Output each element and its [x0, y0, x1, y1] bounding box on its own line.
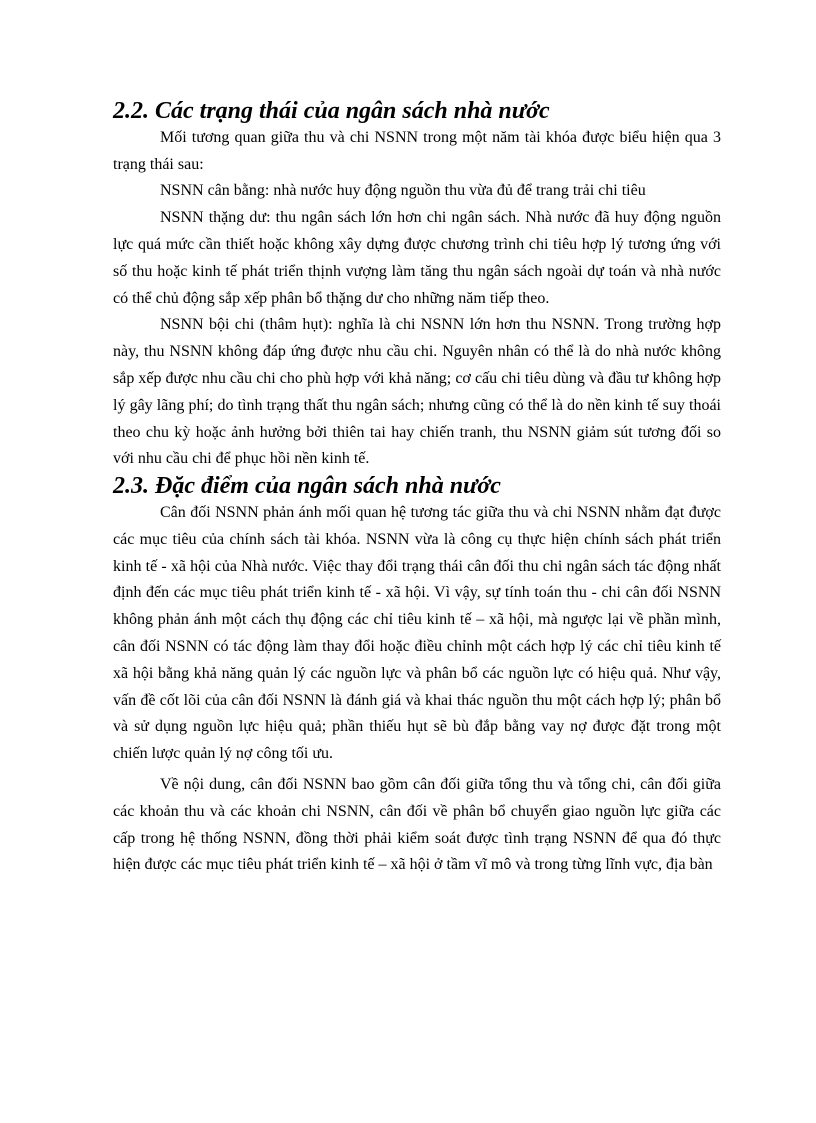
paragraph: NSNN thặng dư: thu ngân sách lớn hơn chi ngân sách. Nhà nước đã huy động nguồn lực quá mức cần thiết hoặc không xây dựng được chương trình chi tiêu hợp lý tương ứng với số thu hoặc kinh tế phát triển thịnh vượng làm tăng thu ngân sách ngoài dự toán và nhà nước có thể chủ động sắp xếp phân bổ thặng dư cho những năm tiếp theo. — [113, 209, 721, 307]
paragraph: Cân đối NSNN phản ánh mối quan hệ tương tác giữa thu và chi NSNN nhằm đạt được các mục tiêu của chính sách tài khóa. NSNN vừa là công cụ thực hiện chính sách phát triển kinh tế - xã hội của Nhà nước. Việc thay đổi trạng thái cân đối thu chi ngân sách tác động nhất định đến các mục tiêu phát triển kinh tế - xã hội. Vì vậy, sự tính toán thu - chi cân đối NSNN không phản ánh một cách thụ động các chỉ tiêu kinh tế – xã hội, mà ngược lại về phần mình, cân đối NSNN có tác động làm thay đổi hoặc điều chỉnh một cách hợp lý các chỉ tiêu kinh tế xã hội bằng khả năng quản lý các nguồn lực và phân bổ các nguồn lực có hiệu quả. Như vậy, vấn đề cốt lõi của cân đối NSNN là đánh giá và khai thác nguồn thu một cách hợp lý; phân bổ và sử dụng nguồn lực hiệu quả; phần thiếu hụt sẽ bù đắp bằng vay nợ được đặt trong một chiến lược quản lý nợ công tối ưu. — [113, 503, 721, 763]
paragraph: NSNN bội chi (thâm hụt): nghĩa là chi NSNN lớn hơn thu NSNN. Trong trường hợp này, thu NSNN không đáp ứng được nhu cầu chi. Nguyên nhân có thể là do nhà nước không sắp xếp được nhu cầu chi cho phù hợp với khả năng; cơ cấu chi tiêu dùng và đầu tư không hợp lý gây lãng phí; do tình trạng thất thu ngân sách; nhưng cũng có thể là do nền kinh tế suy thoái theo chu kỳ hoặc ảnh hưởng bởi thiên tai hay chiến tranh, thu NSNN giảm sút tương đối so với nhu cầu chi để phục hồi nền kinh tế. — [113, 316, 721, 468]
document-page — [113, 98, 721, 879]
section-characteristics — [113, 473, 721, 879]
paragraph: Mối tương quan giữa thu và chi NSNN trong một năm tài khóa được biểu hiện qua 3 trạng thái sau: — [113, 128, 721, 173]
paragraph: Về nội dung, cân đối NSNN bao gồm cân đối giữa tổng thu và tổng chi, cân đối giữa các khoản thu và các khoản chi NSNN, cân đối về phân bổ chuyển giao nguồn lực giữa các cấp trong hệ thống NSNN, đồng thời phải kiểm soát được tình trạng NSNN để qua đó thực hiện được các mục tiêu phát triển kinh tế – xã hội ở tầm vĩ mô và trong từng lĩnh vực, địa bàn — [113, 775, 721, 874]
section-heading: 2.3. Đặc điểm của ngân sách nhà nước — [113, 473, 501, 500]
section-heading: 2.2. Các trạng thái của ngân sách nhà nước — [113, 98, 550, 124]
section-states — [113, 98, 721, 473]
paragraph: NSNN cân bằng: nhà nước huy động nguồn thu vừa đủ để trang trải chi tiêu — [160, 182, 646, 200]
